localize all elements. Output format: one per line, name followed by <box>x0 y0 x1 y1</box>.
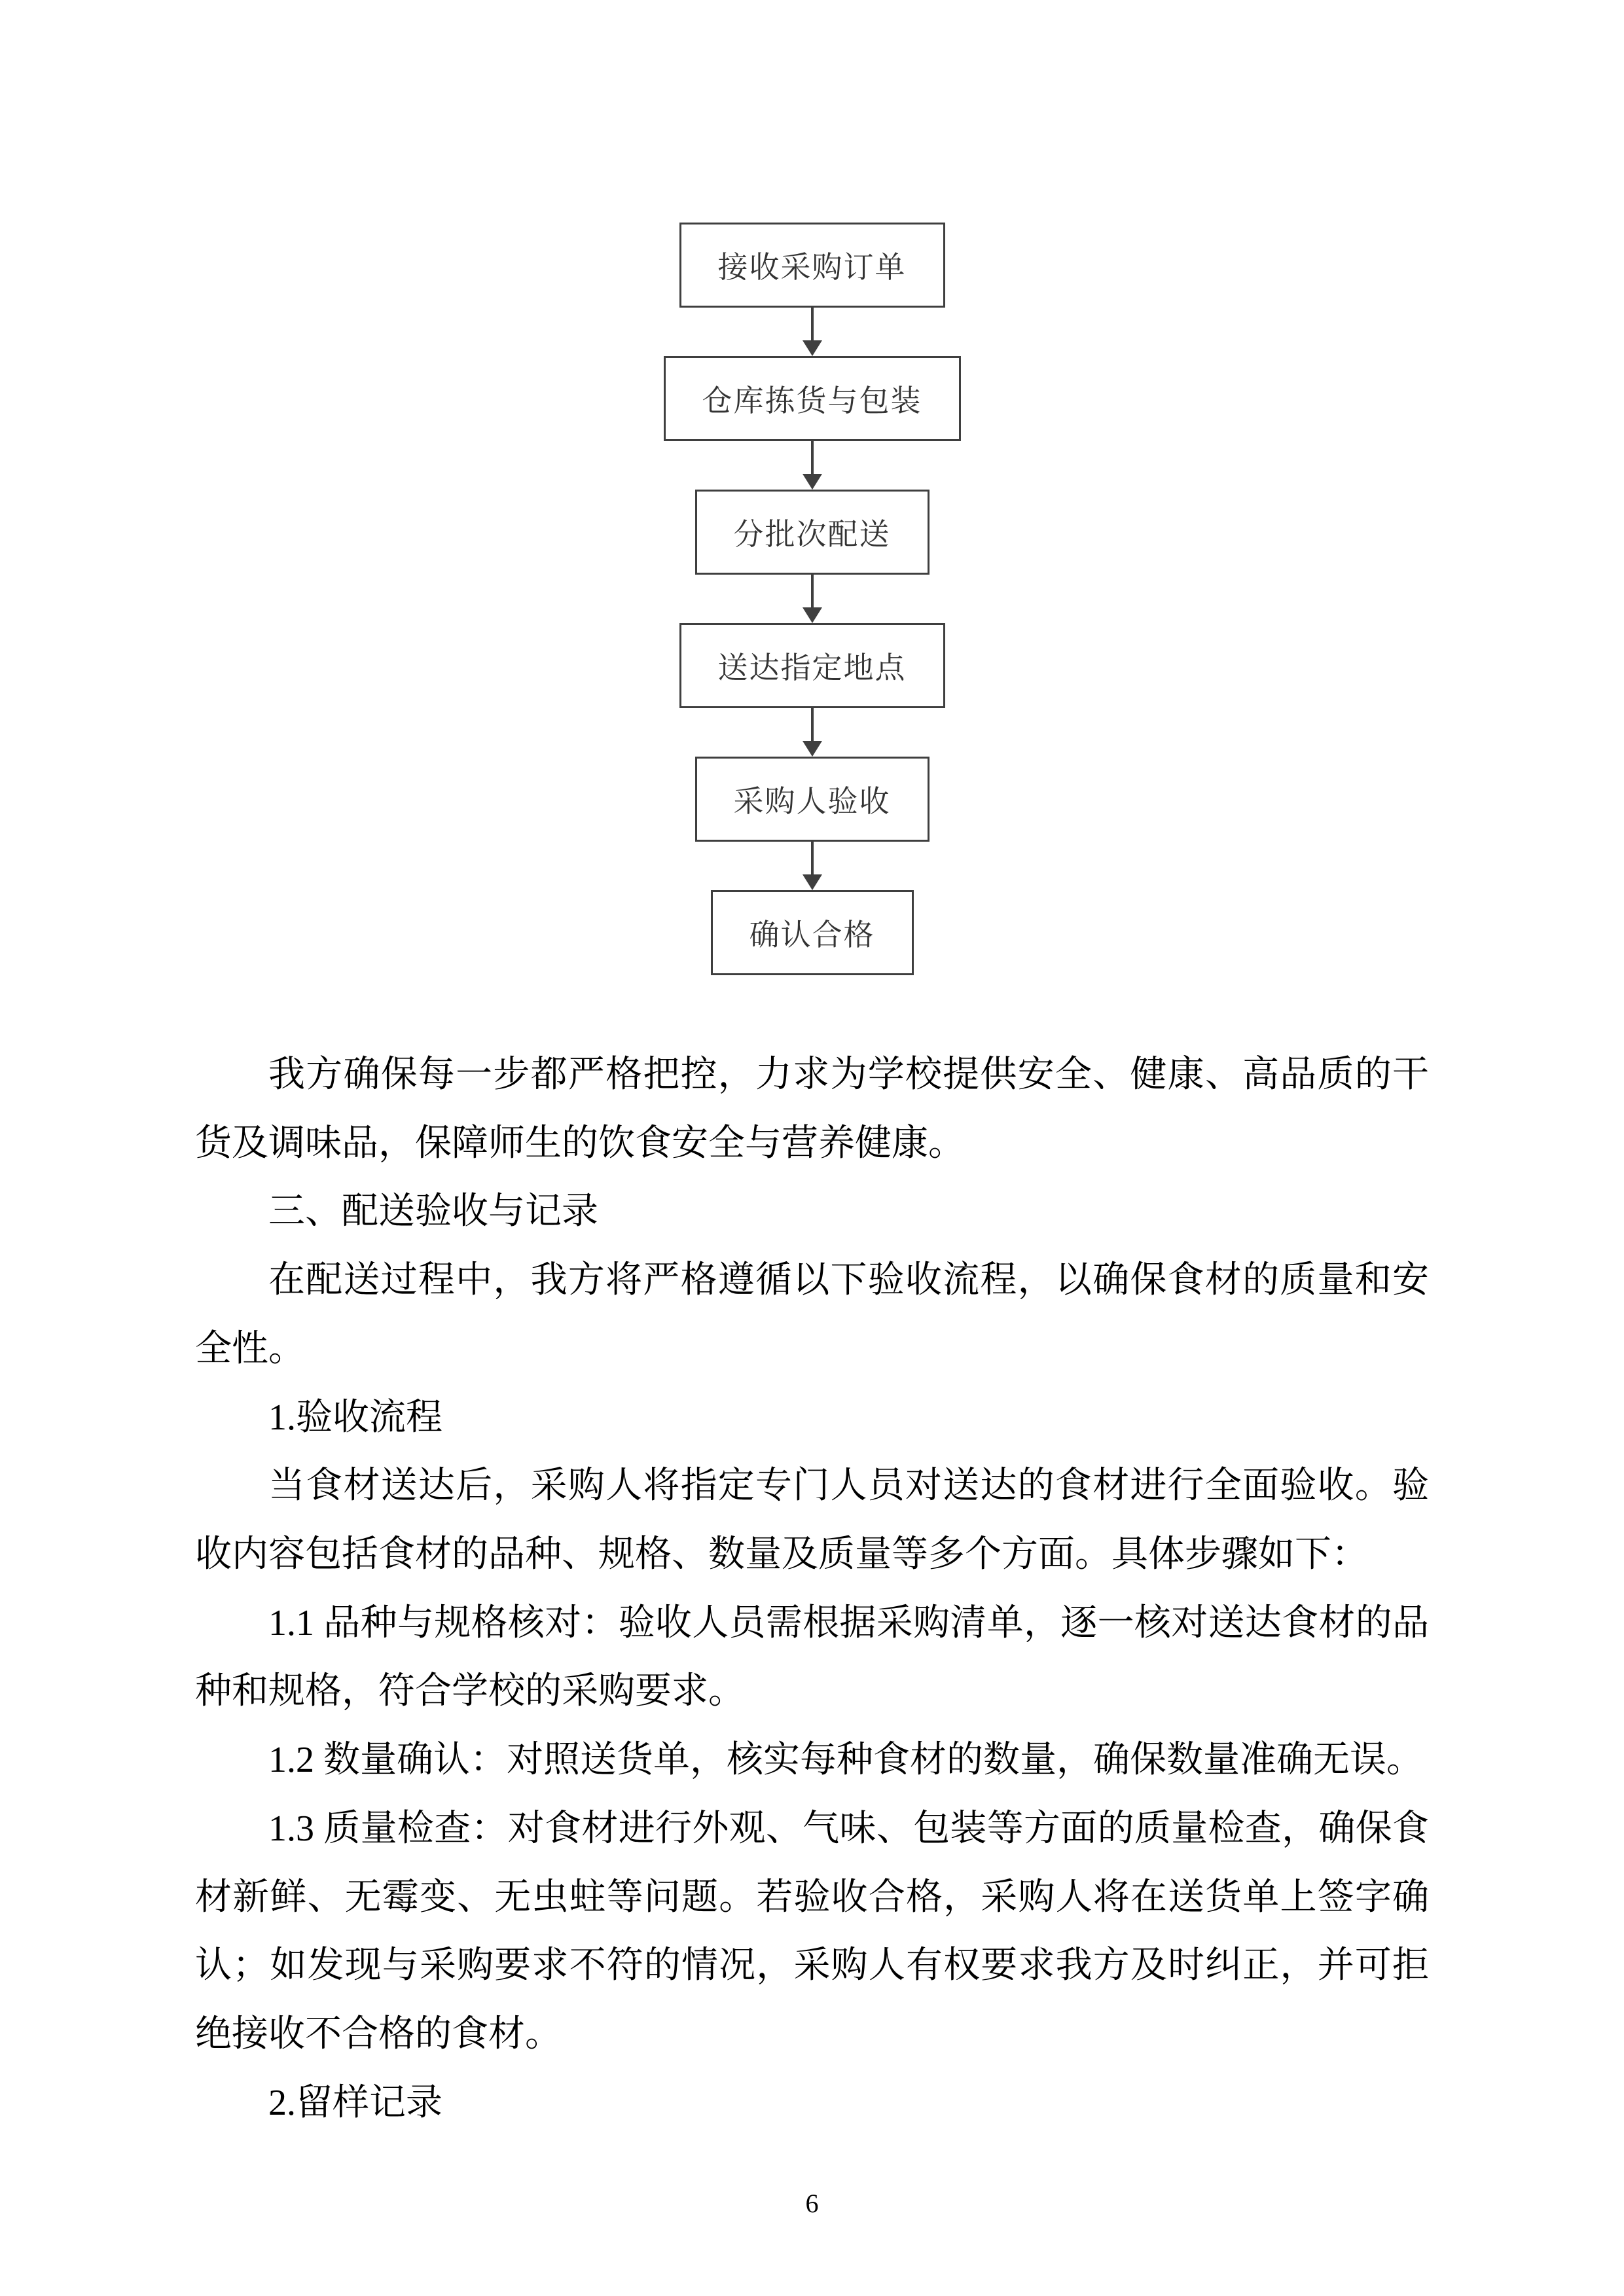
flow-step-warehouse-picking: 仓库拣货与包装 <box>664 356 961 441</box>
paragraph: 1.1 品种与规格核对：验收人员需根据采购清单，逐一核对送达食材的品种和规格，符合学校的采购要求。 <box>195 1602 1429 1712</box>
paragraph: 1.3 质量检查：对食材进行外观、气味、包装等方面的质量检查，确保食材新鲜、无霉变、无虫蛀等问题。若验收合格，采购人将在送货单上签字确认；如发现与采购要求不符的情况，采购人有权要求我方及时纠正，并可拒绝接收不合格的食材。 <box>195 1808 1429 2055</box>
paragraph: 在配送过程中，我方将严格遵循以下验收流程，以确保食材的质量和安全性。 <box>195 1260 1429 1369</box>
arrow-down-icon <box>801 842 824 890</box>
flow-step-arrive-location: 送达指定地点 <box>679 623 945 708</box>
page-number: 6 <box>805 2189 819 2218</box>
document-body <box>195 1041 1429 2138</box>
paragraph: 1.2 数量确认：对照送货单，核实每种食材的数量，确保数量准确无误。 <box>268 1740 1423 1781</box>
paragraph: 我方确保每一步都严格把控，力求为学校提供安全、健康、高品质的干货及调味品，保障师生的饮食安全与营养健康。 <box>195 1054 1429 1164</box>
arrow-down-icon <box>801 575 824 623</box>
arrow-down-icon <box>801 308 824 356</box>
flow-step-receive-order: 接收采购订单 <box>679 223 945 308</box>
arrow-down-icon <box>801 441 824 490</box>
section-heading: 三、配送验收与记录 <box>268 1191 598 1232</box>
flow-step-confirm-qualified: 确认合格 <box>711 890 914 975</box>
subsection-heading: 1.验收流程 <box>268 1397 442 1438</box>
flow-step-batch-delivery: 分批次配送 <box>695 490 929 575</box>
flow-step-purchaser-acceptance: 采购人验收 <box>695 757 929 842</box>
paragraph: 当食材送达后，采购人将指定专门人员对送达的食材进行全面验收。验收内容包括食材的品种、规格、数量及质量等多个方面。具体步骤如下： <box>195 1465 1429 1575</box>
subsection-heading: 2.留样记录 <box>268 2082 442 2123</box>
delivery-flowchart <box>0 0 1624 975</box>
arrow-down-icon <box>801 708 824 757</box>
